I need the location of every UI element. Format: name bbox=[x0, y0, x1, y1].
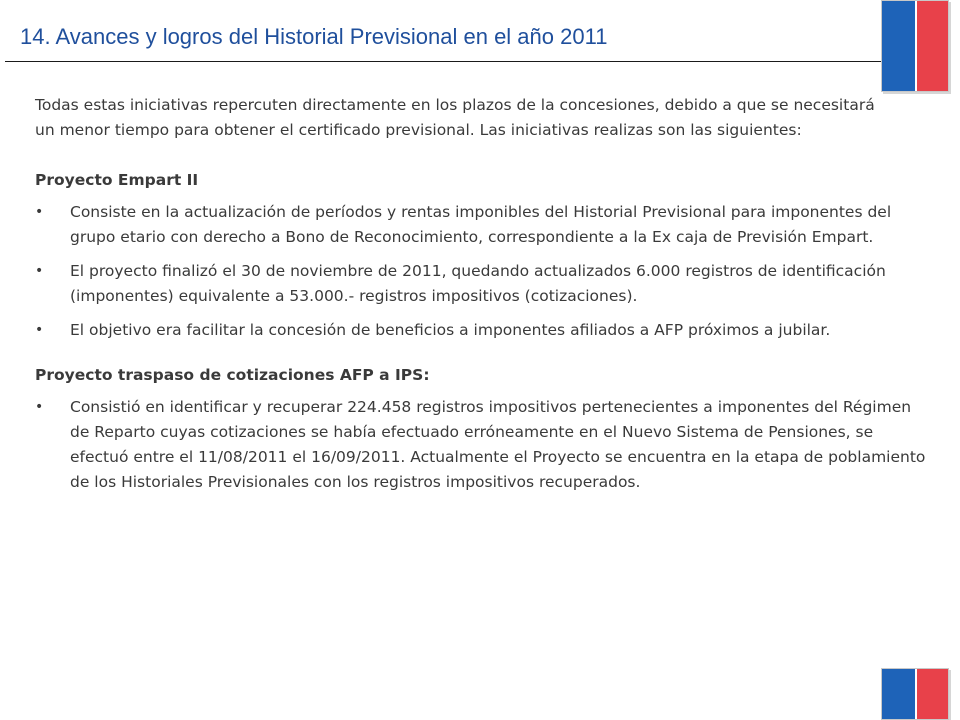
flag-logo-top bbox=[881, 0, 949, 92]
flag-red-stripe bbox=[917, 669, 948, 719]
flag-red-stripe bbox=[917, 1, 948, 91]
slide-title: 14. Avances y logros del Historial Previsional en el año 2011 bbox=[20, 24, 608, 49]
flag-logo-bottom bbox=[881, 668, 949, 720]
section-heading-traspaso: Proyecto traspaso de cotizaciones AFP a IPS: bbox=[35, 366, 430, 384]
bullet-icon: • bbox=[35, 263, 44, 279]
list-item-text: El proyecto finalizó el 30 de noviembre de 2011, quedando actualizados 6.000 registros de identificación (imponentes) equivalente a 53.000.- registros impositivos (cotizaciones). bbox=[70, 262, 886, 305]
bullet-icon: • bbox=[35, 399, 44, 415]
intro-paragraph: Todas estas iniciativas repercuten directamente en los plazos de la concesiones, debido a que se necesitará un menor tiempo para obtener el certificado previsional. Las iniciativas realizas son las siguientes: bbox=[35, 96, 875, 139]
list-item-text: El objetivo era facilitar la concesión de beneficios a imponentes afiliados a AFP próximos a jubilar. bbox=[70, 321, 831, 339]
list-item bbox=[35, 395, 927, 495]
bullet-icon: • bbox=[35, 322, 44, 338]
bullet-icon: • bbox=[35, 204, 44, 220]
title-divider bbox=[5, 61, 893, 62]
flag-blue-stripe bbox=[882, 1, 917, 91]
list-item bbox=[35, 259, 927, 309]
bullet-list-traspaso bbox=[35, 395, 927, 495]
section-heading-empart: Proyecto Empart II bbox=[35, 171, 199, 189]
slide-body bbox=[35, 93, 927, 504]
list-item bbox=[35, 200, 927, 250]
list-item bbox=[35, 318, 927, 343]
bullet-list-empart bbox=[35, 200, 927, 343]
flag-blue-stripe bbox=[882, 669, 917, 719]
list-item-text: Consistió en identificar y recuperar 224.458 registros impositivos pertenecientes a imponentes del Régimen de Reparto cuyas cotizaciones se había efectuado erróneamente en el Nuevo Sistema de Pensiones, se efectuó entre el 11/08/2011 el 16/09/2011. Actualmente el Proyecto se encuentra en la etapa de poblamiento de los Historiales Previsionales con los registros impositivos recuperados. bbox=[70, 398, 926, 491]
list-item-text: Consiste en la actualización de períodos y rentas imponibles del Historial Previsional para imponentes del grupo etario con derecho a Bono de Reconocimiento, correspondiente a la Ex caja de Previsión Empart. bbox=[70, 203, 892, 246]
